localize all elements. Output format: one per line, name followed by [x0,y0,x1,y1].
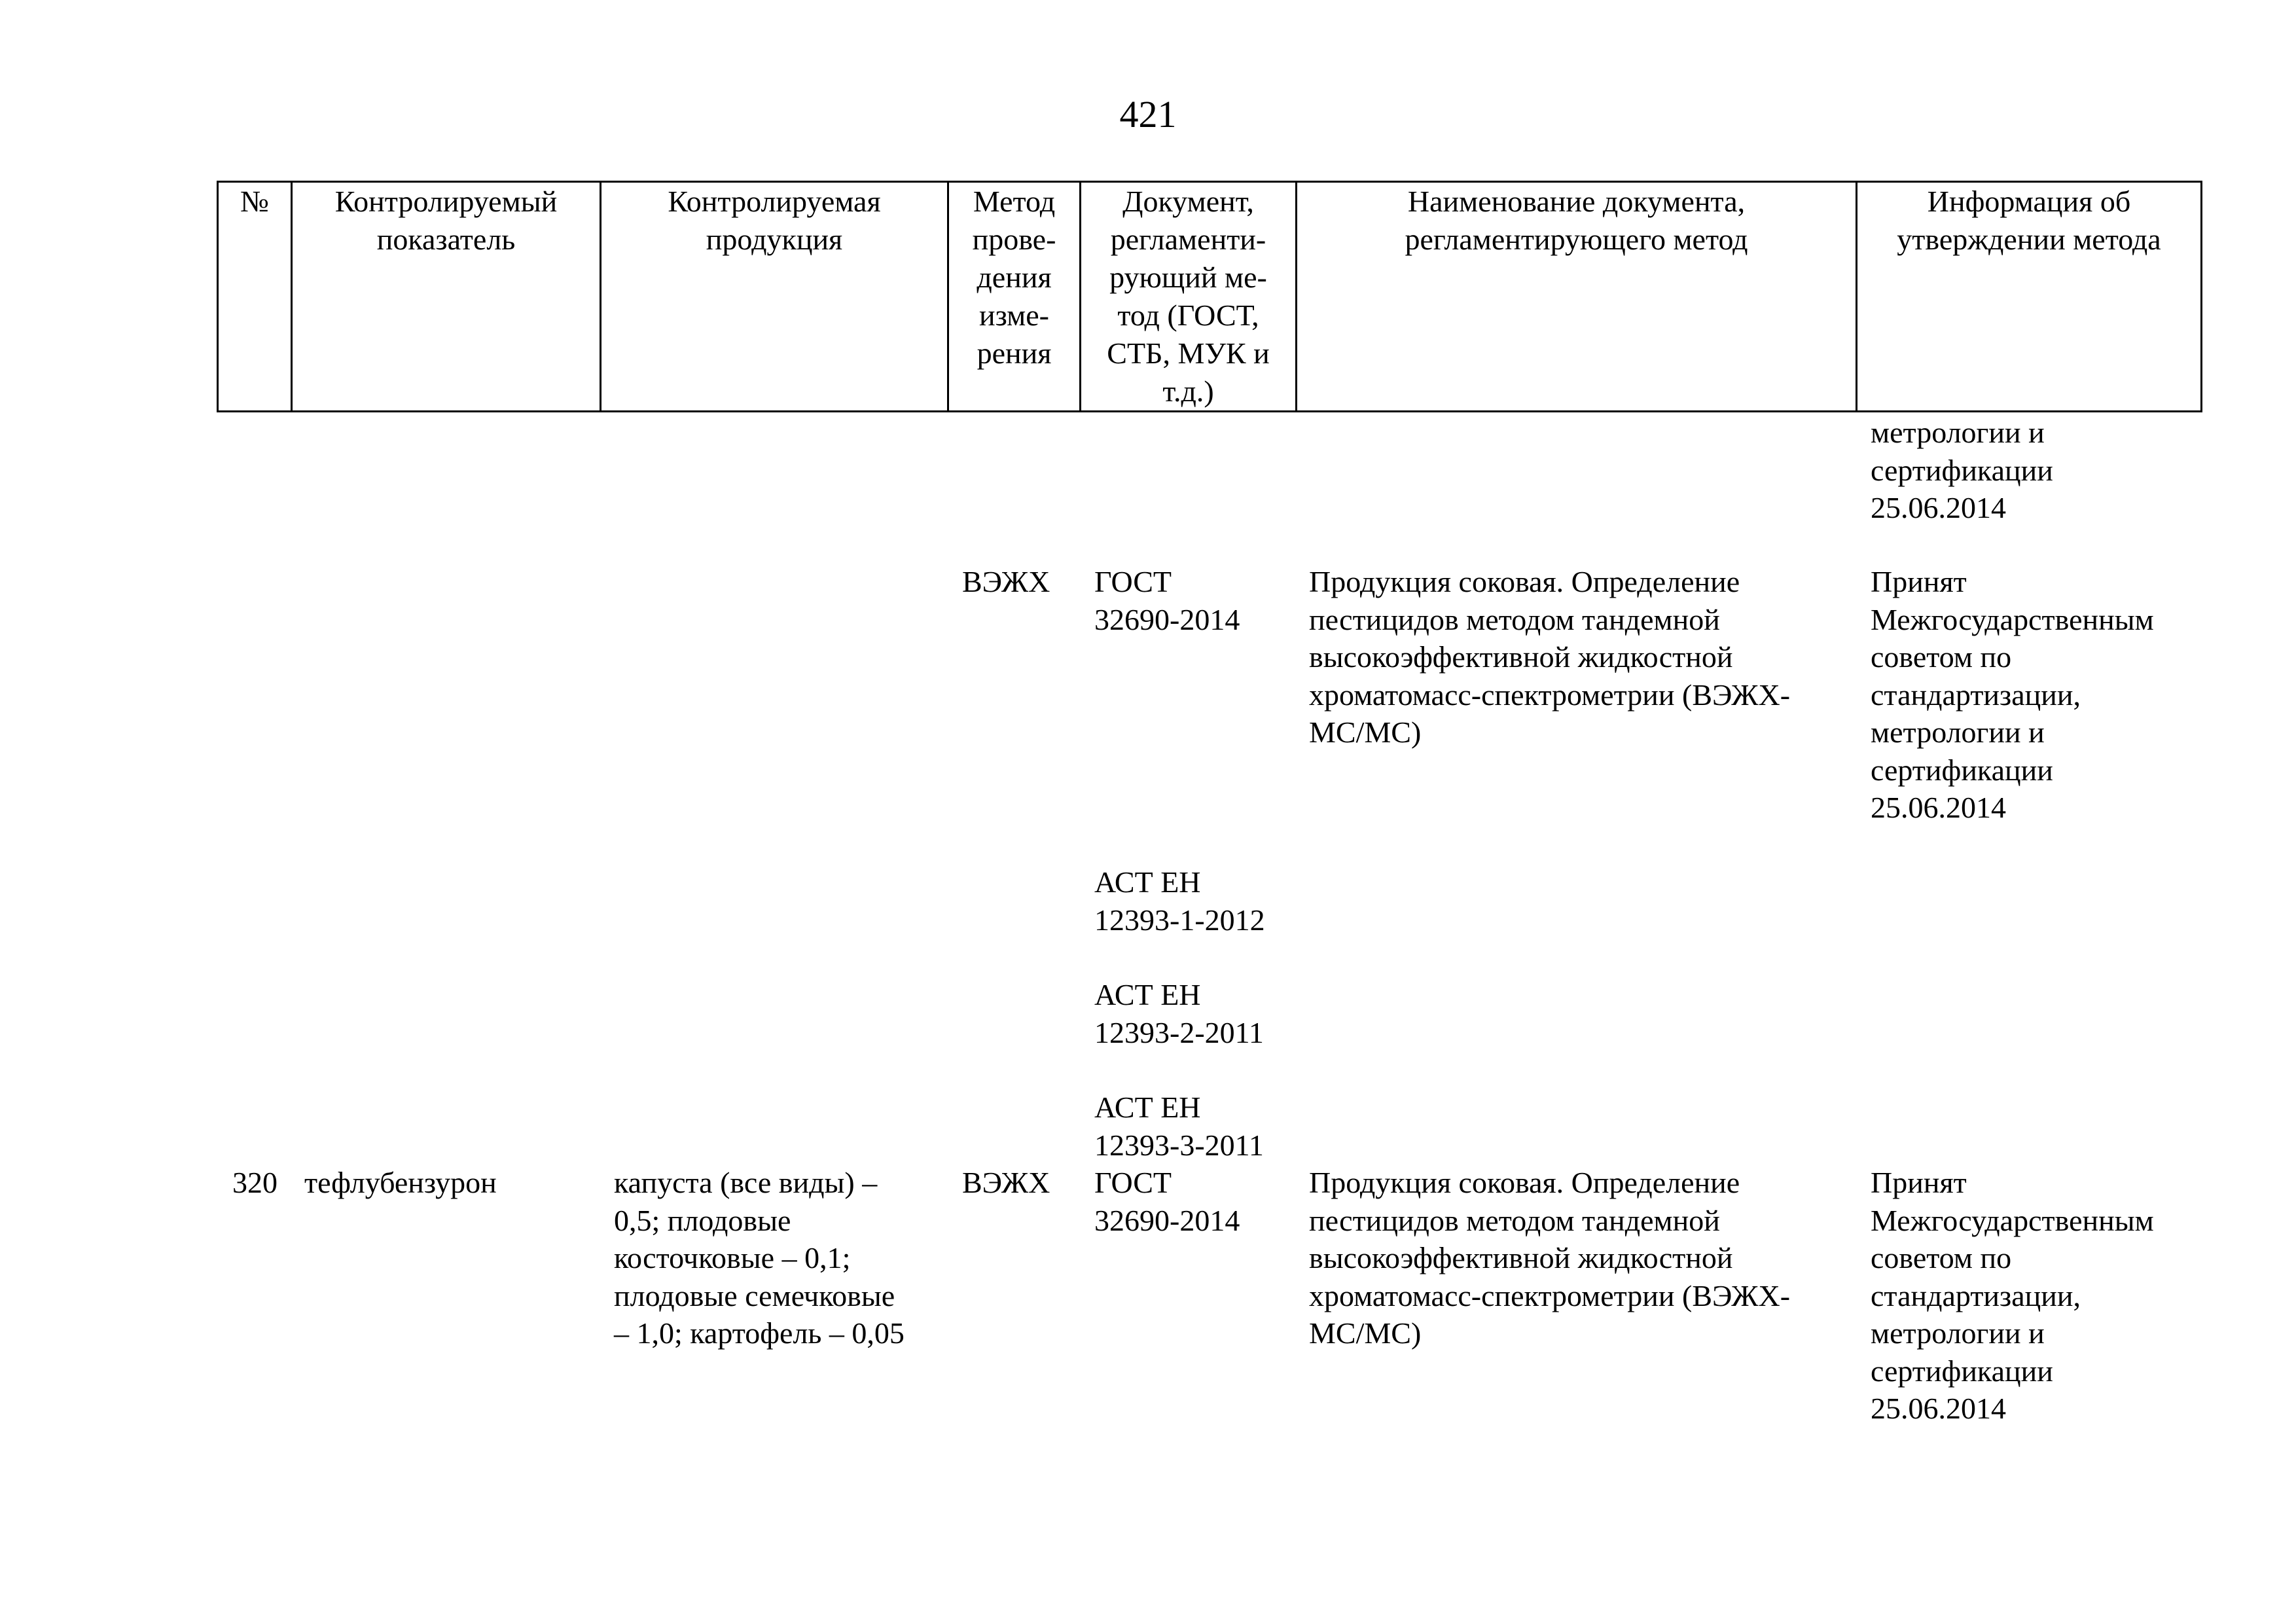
page-number: 421 [1119,93,1177,135]
ast-doc-2: АСТ ЕН 12393-2-2011 [1094,978,1264,1049]
row1-approval: Принят Межгосударственным советом по стандартизации, метрологии и сертификации 25.06.2014 [1871,565,2154,824]
ast-doc-3: АСТ ЕН 12393-3-2011 [1094,1091,1264,1162]
row1-method: ВЭЖХ [962,565,1050,598]
col-header-indicator: Контролируемый показатель [292,182,601,412]
row2-method: ВЭЖХ [962,1166,1050,1199]
row2-document: ГОСТ 32690-2014 [1094,1166,1240,1237]
col-header-product: Контролируемая продукция [601,182,948,412]
row2-approval: Принят Межгосударственным советом по стандартизации, метрологии и сертификации 25.06.2014 [1871,1166,2154,1425]
row2-indicator: тефлубензурон [304,1166,497,1199]
row2-number: 320 [232,1166,278,1199]
row2-product: капуста (все виды) – 0,5; плодовые косточковые – 0,1; плодовые семечковые – 1,0; картофель – 0,05 [614,1166,905,1350]
approval-continued: метрологии и сертификации 25.06.2014 [1871,416,2053,524]
row1-document-name: Продукция соковая. Определение пестицидов методом тандемной высокоэффективной жидкостной хроматомасс-спектрометрии (ВЭЖХ- МС/МС) [1309,565,1791,749]
ast-doc-1: АСТ ЕН 12393-1-2012 [1094,865,1265,937]
row1-document: ГОСТ 32690-2014 [1094,565,1240,636]
col-header-method: Метод прове- дения изме- рения [948,182,1081,412]
table-header [217,181,2202,412]
col-header-document: Документ, регламенти- рующий ме- тод (ГОСТ, СТБ, МУК и т.д.) [1081,182,1297,412]
col-header-doc-name: Наименование документа, регламентирующего метод [1297,182,1857,412]
col-header-approval: Информация об утверждении метода [1857,182,2202,412]
col-header-no: № [218,182,292,412]
row2-document-name: Продукция соковая. Определение пестицидов методом тандемной высокоэффективной жидкостной хроматомасс-спектрометрии (ВЭЖХ- МС/МС) [1309,1166,1791,1350]
